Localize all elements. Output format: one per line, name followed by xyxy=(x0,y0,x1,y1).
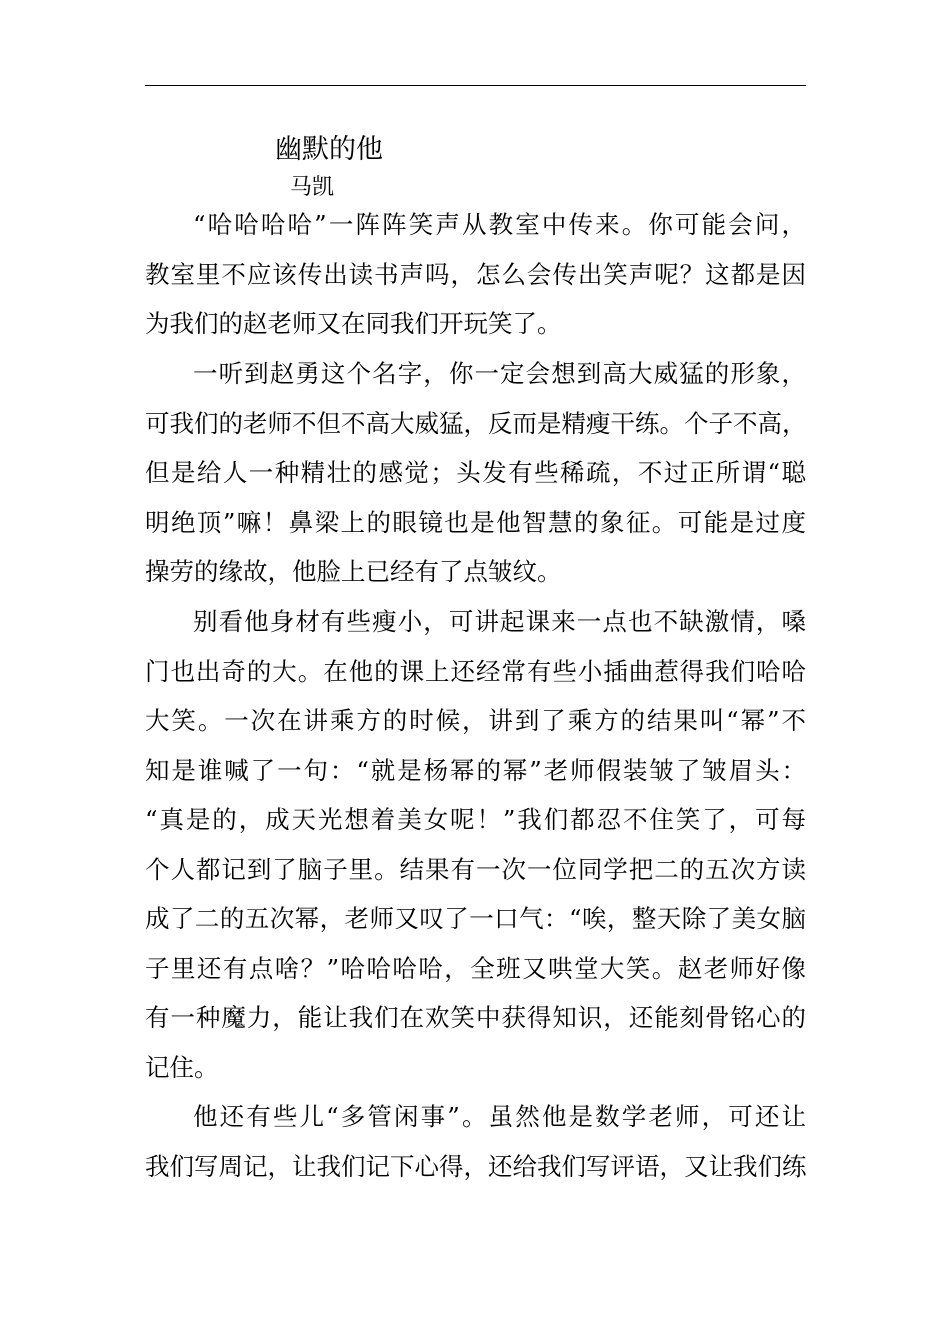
body-line: 子里还有点啥？”哈哈哈哈，全班又哄堂大笑。赵老师好像 xyxy=(145,954,806,983)
essay-title: 幽默的他 xyxy=(275,134,383,165)
body-line: 教室里不应该传出读书声吗，怎么会传出笑声呢？这都是因 xyxy=(145,260,806,289)
body-line: 明绝顶”嘛！鼻梁上的眼镜也是他智慧的象征。可能是过度 xyxy=(145,508,806,537)
body-line: 他还有些儿“多管闲事”。虽然他是数学老师，可还让 xyxy=(193,1102,806,1131)
body-line: 知是谁喊了一句：“就是杨幂的幂”老师假装皱了皱眉头： xyxy=(145,756,806,785)
body-line: “哈哈哈哈”一阵阵笑声从教室中传来。你可能会问， xyxy=(193,210,806,239)
body-line: 门也出奇的大。在他的课上还经常有些小插曲惹得我们哈哈 xyxy=(145,657,806,686)
body-line: 可我们的老师不但不高大威猛，反而是精瘦干练。个子不高， xyxy=(145,409,807,438)
body-line: 有一种魔力，能让我们在欢笑中获得知识，还能刻骨铭心的 xyxy=(145,1003,806,1032)
body-line: 我们写周记，让我们记下心得，还给我们写评语，又让我们练 xyxy=(145,1152,807,1181)
body-line: 成了二的五次幂，老师又叹了一口气：“唉，整天除了美女脑 xyxy=(145,904,806,933)
body-line: 个人都记到了脑子里。结果有一次一位同学把二的五次方读 xyxy=(145,855,806,884)
essay-author: 马凯 xyxy=(290,175,335,200)
body-line: 操劳的缘故，他脸上已经有了点皱纹。 xyxy=(145,557,562,586)
body-line: 为我们的赵老师又在同我们开玩笑了。 xyxy=(145,309,562,338)
body-line: 大笑。一次在讲乘方的时候，讲到了乘方的结果叫“幂”不 xyxy=(145,706,806,735)
header-rule xyxy=(145,85,806,86)
body-line: 一听到赵勇这个名字，你一定会想到高大威猛的形象， xyxy=(193,359,806,388)
body-line: 别看他身材有些瘦小，可讲起课来一点也不缺激情，嗓 xyxy=(193,607,806,636)
body-line: 但是给人一种精壮的感觉；头发有些稀疏，不过正所谓“聪 xyxy=(145,458,806,487)
body-line: 记住。 xyxy=(145,1053,219,1082)
body-line: “真是的，成天光想着美女呢！”我们都忍不住笑了，可每 xyxy=(145,805,806,834)
